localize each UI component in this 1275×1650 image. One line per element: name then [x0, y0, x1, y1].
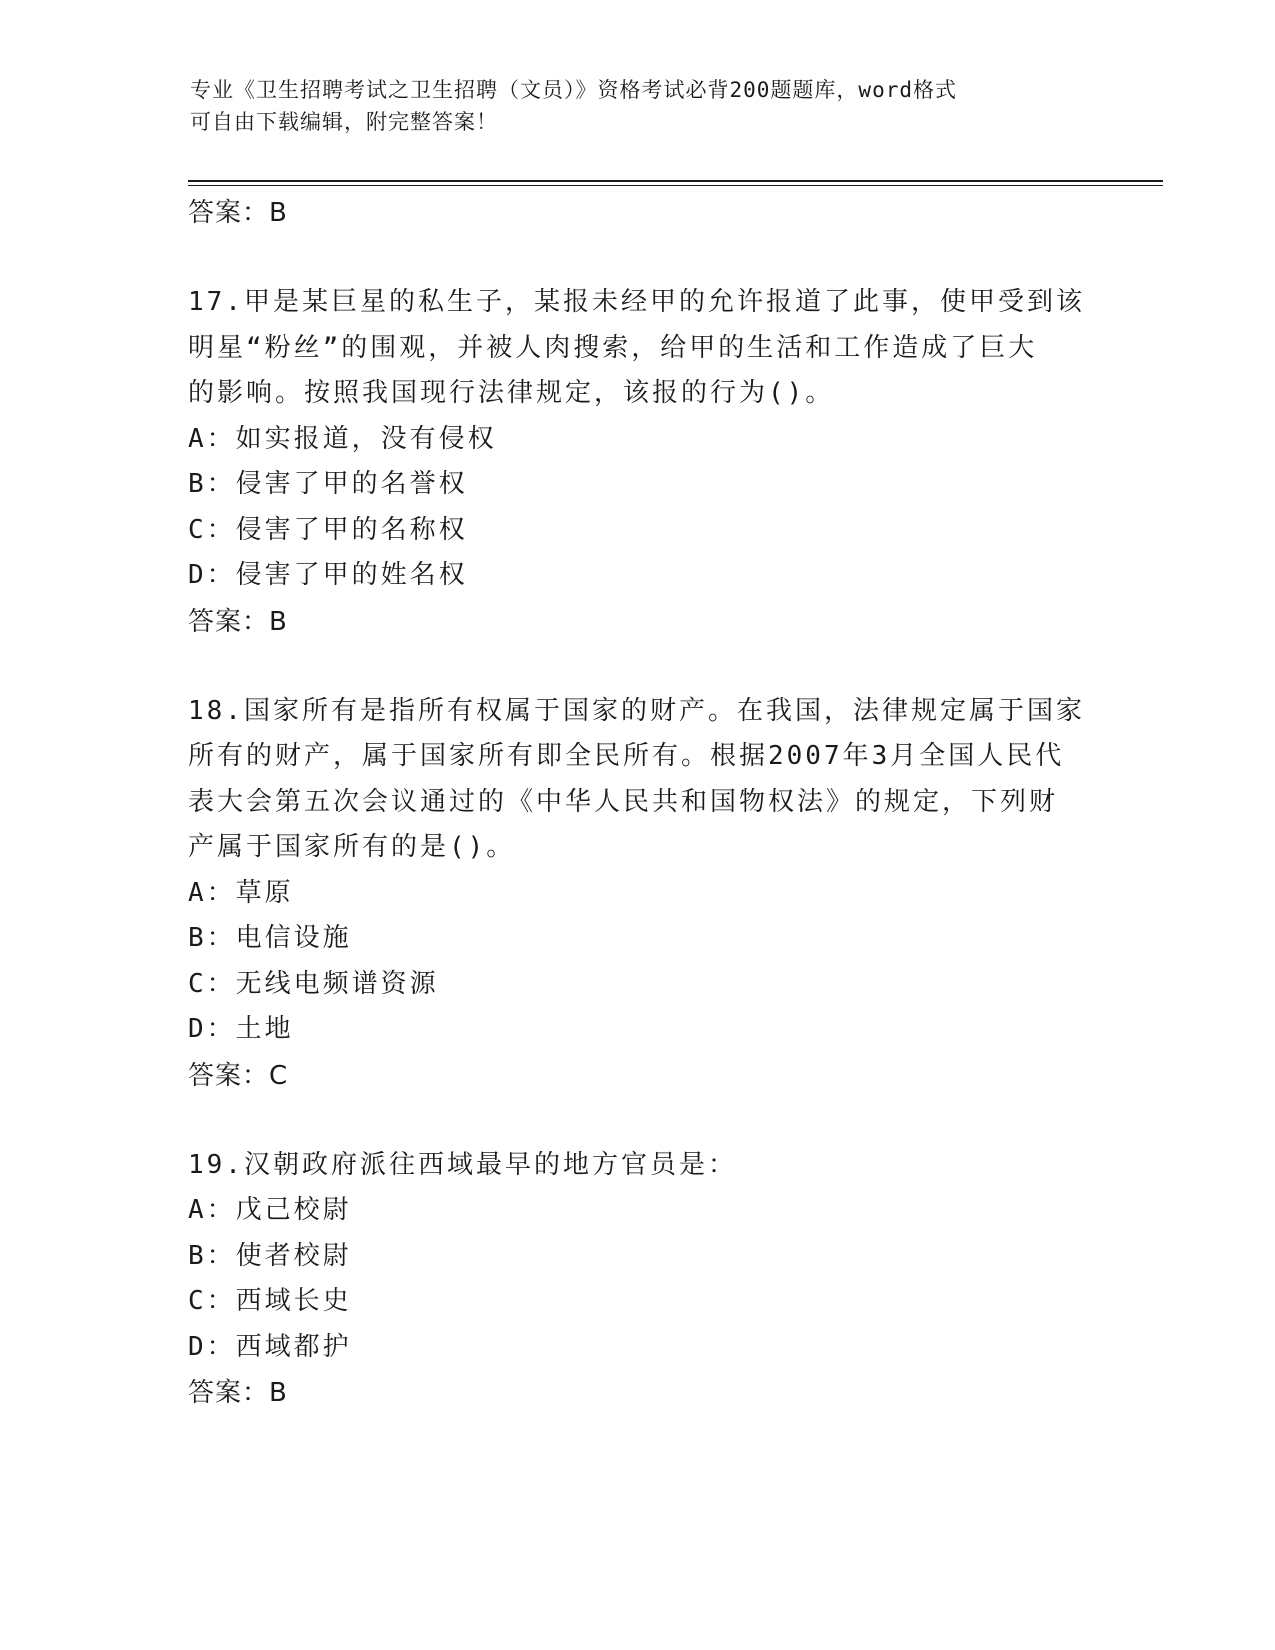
question-line: 表大会第五次会议通过的《中华人民共和国物权法》的规定，下列财 — [188, 786, 1059, 817]
question-18 — [188, 689, 1088, 1099]
question-line: 的影响。按照我国现行法律规定，该报的行为()。 — [188, 378, 835, 408]
spacer — [188, 645, 1088, 689]
header-divider-thick — [188, 180, 1163, 182]
answer: 答案：C — [188, 1060, 289, 1091]
option-d: D：侵害了甲的姓名权 — [188, 560, 468, 590]
option-b: B：使者校尉 — [188, 1240, 352, 1271]
question-line: 所有的财产，属于国家所有即全民所有。根据2007年3月全国人民代 — [188, 741, 1065, 771]
document-header — [190, 74, 1090, 138]
option-b: B：侵害了甲的名誉权 — [188, 469, 468, 499]
question-text — [188, 1143, 1088, 1189]
question-line: 18.国家所有是指所有权属于国家的财产。在我国，法律规定属于国家 — [188, 695, 1085, 726]
spacer — [188, 236, 1088, 280]
answer: 答案：B — [188, 606, 288, 637]
option-c: C：侵害了甲的名称权 — [188, 514, 468, 545]
question-text — [188, 280, 1088, 417]
option-b: B：电信设施 — [188, 923, 352, 953]
header-divider-thin — [188, 185, 1163, 186]
question-17 — [188, 280, 1088, 645]
option-d: D：西域都护 — [188, 1331, 352, 1362]
document-body — [188, 188, 1088, 1416]
option-d: D：土地 — [188, 1014, 294, 1044]
question-line: 明星“粉丝”的围观，并被人肉搜索，给甲的生活和工作造成了巨大 — [188, 332, 1038, 363]
header-line-2: 可自由下载编辑，附完整答案！ — [190, 110, 498, 134]
question-line: 17.甲是某巨星的私生子，某报未经甲的允许报道了此事，使甲受到该 — [188, 287, 1085, 317]
option-a: A：草原 — [188, 877, 294, 908]
question-text — [188, 689, 1088, 871]
question-19 — [188, 1143, 1088, 1417]
question-line: 19.汉朝政府派往西域最早的地方官员是： — [188, 1149, 737, 1180]
spacer — [188, 1099, 1088, 1143]
option-a: A：戊己校尉 — [188, 1195, 352, 1225]
answer: 答案：B — [188, 1378, 288, 1408]
option-c: C：无线电频谱资源 — [188, 968, 439, 999]
previous-answer: 答案：B — [188, 198, 288, 228]
option-c: C：西域长史 — [188, 1286, 352, 1316]
question-line: 产属于国家所有的是()。 — [188, 832, 516, 862]
option-a: A：如实报道，没有侵权 — [188, 423, 497, 454]
header-line-1: 专业《卫生招聘考试之卫生招聘（文员）》资格考试必背200题题库，word格式 — [190, 78, 957, 102]
